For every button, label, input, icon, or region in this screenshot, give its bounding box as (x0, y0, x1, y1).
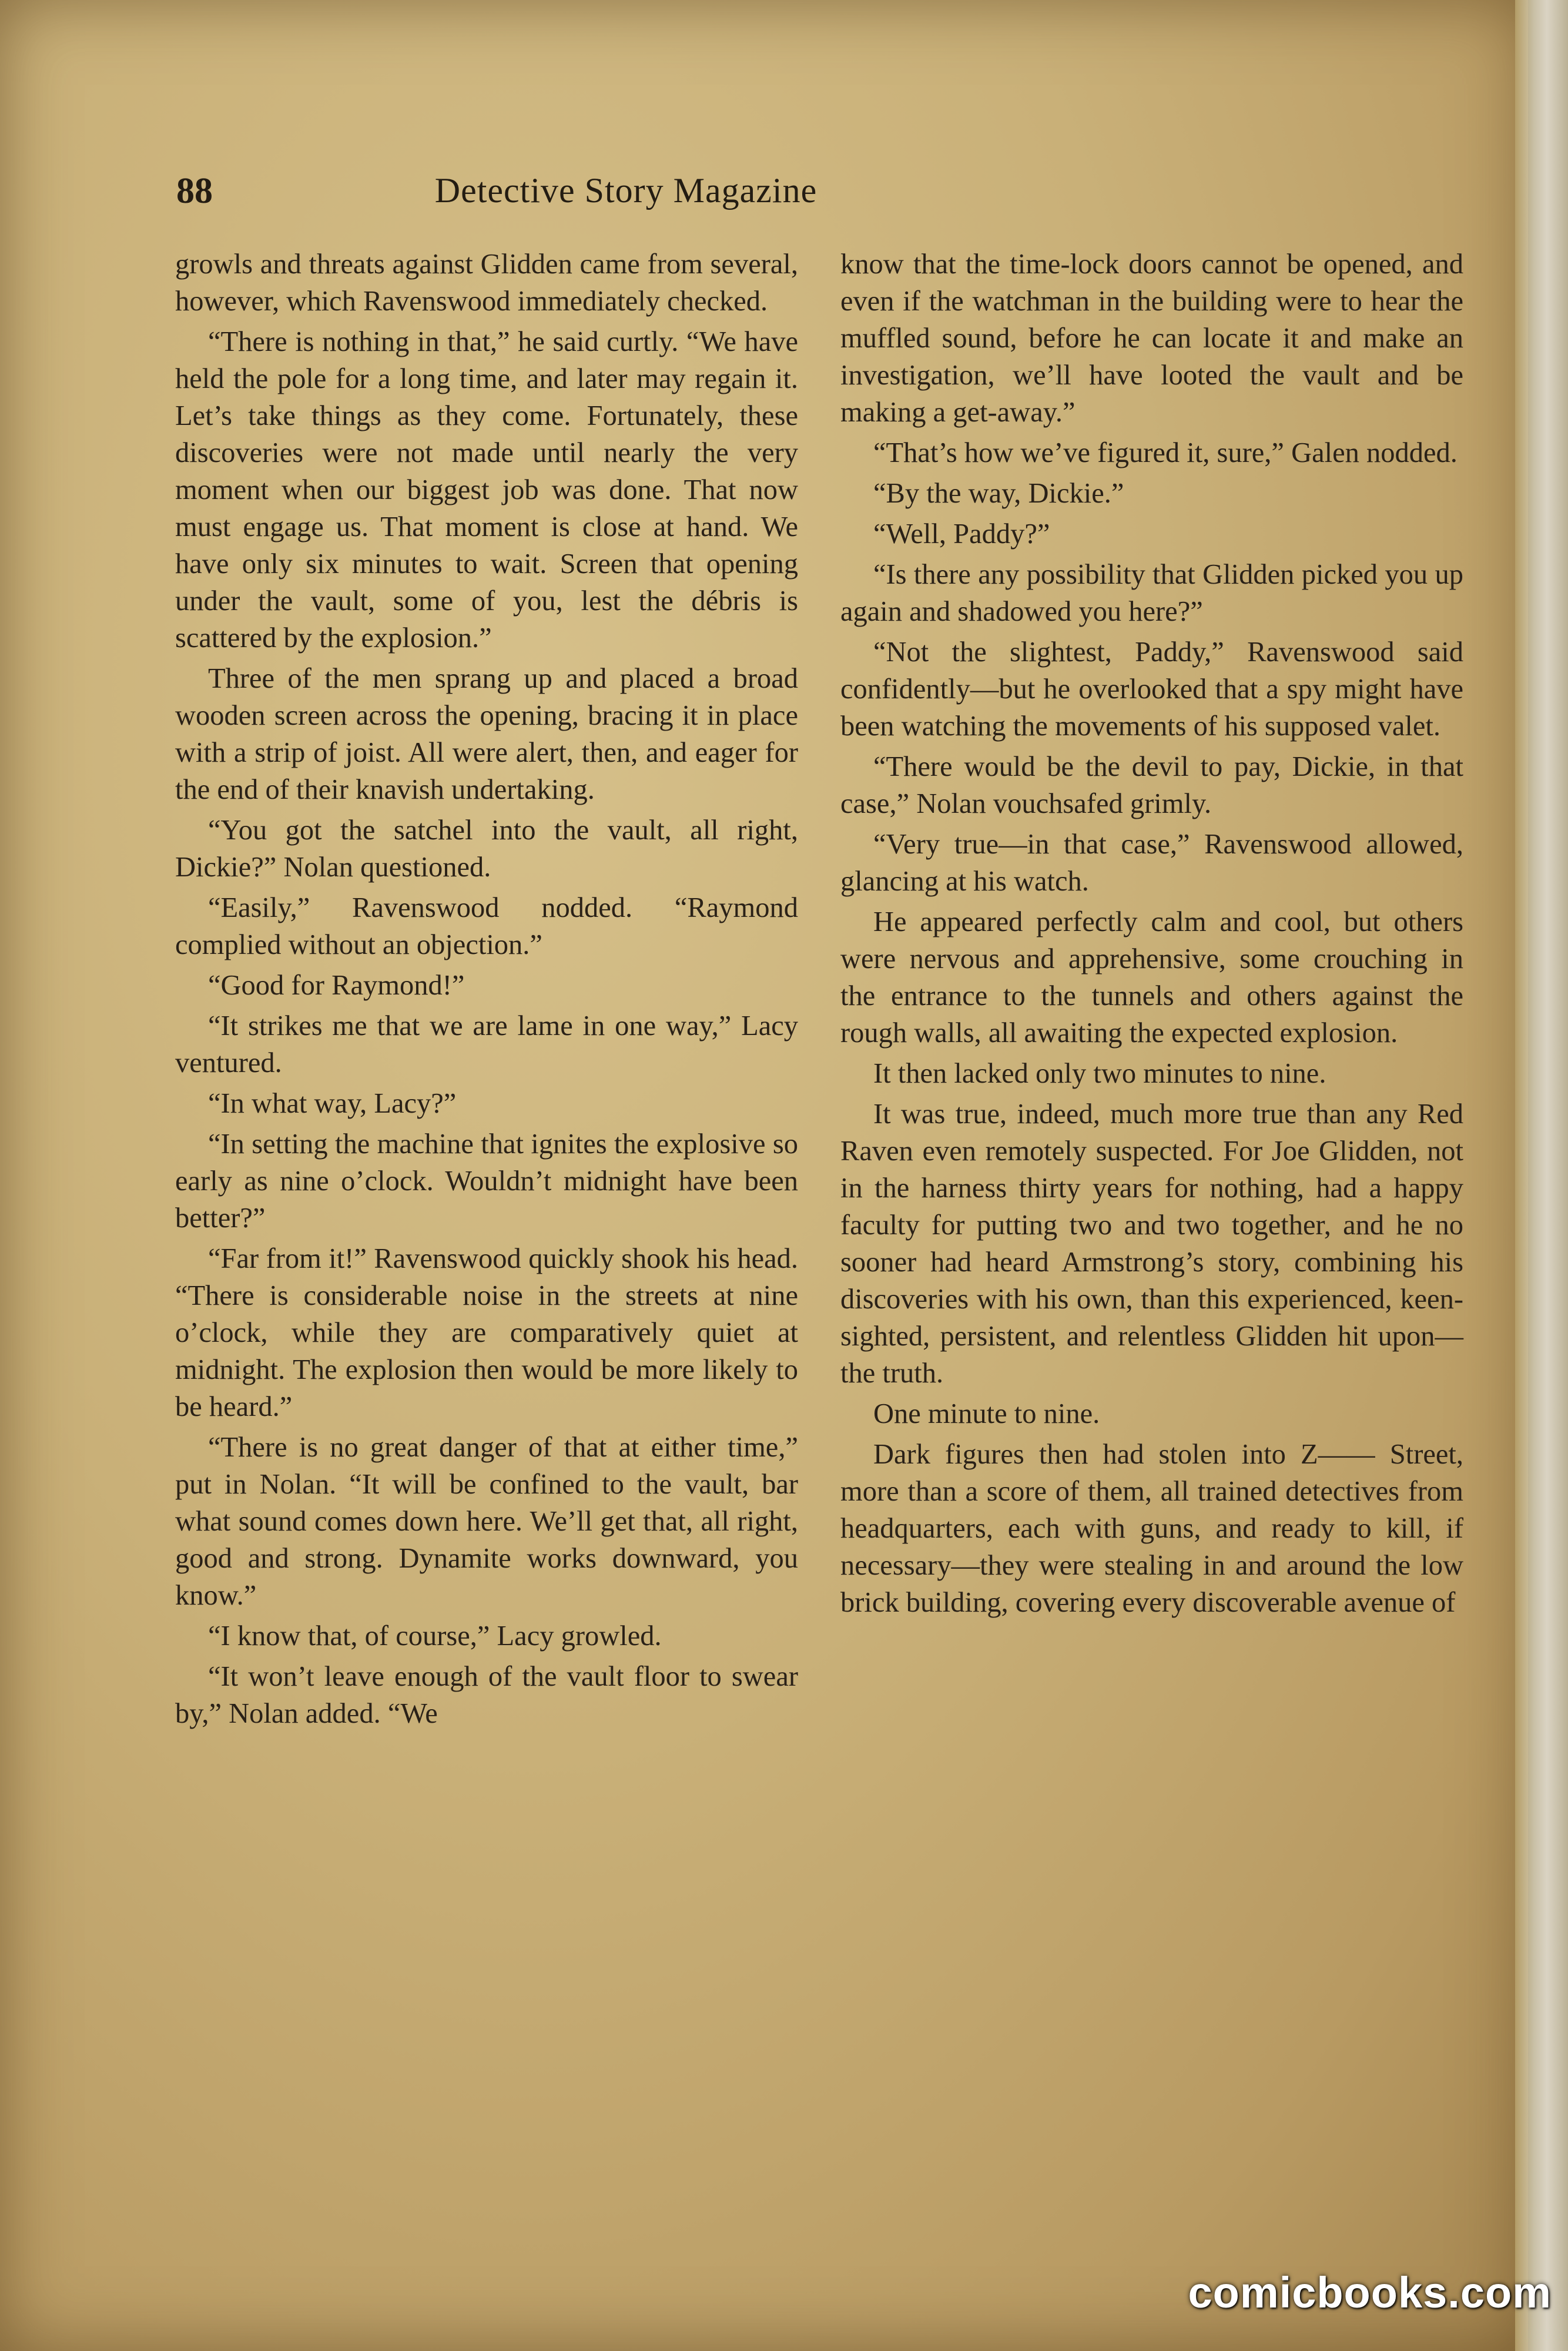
paragraph: “There is nothing in that,” he said curtly. “We have held the pole for a long time, and later may regain it. Let’s take things as they come. Fortunately, these discoveries were not made until nearly the very moment when our biggest job was done. That now must engage us. That moment is close at hand. We have only six minutes to wait. Screen that opening under the vault, some of you, lest the débris is scattered by the explosion.” (175, 326, 798, 654)
right-column (840, 246, 1463, 1625)
paragraph: “Easily,” Ravenswood nodded. “Raymond complied without an objection.” (175, 892, 798, 960)
paragraph: growls and threats against Glidden came from several, however, which Ravenswood immediately checked. (175, 249, 798, 317)
paragraph: “Well, Paddy?” (873, 518, 1050, 550)
running-header (176, 170, 1076, 223)
paragraph: One minute to nine. (873, 1398, 1100, 1429)
paragraph: Three of the men sprang up and placed a broad wooden screen across the opening, bracing it in place with a strip of joist. All were alert, then, and eager for the end of their knavish undertaking. (175, 663, 798, 805)
paragraph: “Good for Raymond!” (208, 970, 465, 1001)
paragraph: “By the way, Dickie.” (873, 478, 1124, 509)
site-watermark: comicbooks.com (1188, 2268, 1552, 2317)
paragraph: “You got the satchel into the vault, all right, Dickie?” Nolan questioned. (175, 815, 798, 883)
paragraph: “Very true—in that case,” Ravenswood allowed, glancing at his watch. (840, 829, 1463, 897)
paragraph: “I know that, of course,” Lacy growled. (208, 1620, 662, 1652)
paragraph: “Is there any possibility that Glidden picked you up again and shadowed you here?” (840, 559, 1463, 627)
paragraph: “It strikes me that we are lame in one way,” Lacy ventured. (175, 1010, 798, 1079)
paragraph: It then lacked only two minutes to nine. (873, 1058, 1326, 1089)
left-column (175, 246, 798, 1736)
paragraph: It was true, indeed, much more true than any Red Raven even remotely suspected. For Joe Glidden, not in the harness thirty years for nothing, had a happy faculty for putting two and two together, and he no sooner had heard Armstrong’s story, combining his discoveries with his own, than this experienced, keen-sighted, persistent, and relentless Glidden hit upon—the truth. (840, 1099, 1463, 1389)
paragraph: “There is no great danger of that at either time,” put in Nolan. “It will be confined to the vault, bar what sound comes down here. We’ll get that, all right, good and strong. Dynamite works downward, you know.” (175, 1432, 798, 1611)
page-number: 88 (176, 171, 213, 211)
paragraph: “Far from it!” Ravenswood quickly shook his head. “There is considerable noise in the streets at nine o’clock, while they are comparatively quiet at midnight. The explosion then would be more likely to be heard.” (175, 1243, 798, 1422)
page-edge (1515, 0, 1568, 2351)
paragraph: He appeared perfectly calm and cool, but others were nervous and apprehensive, some crouching in the entrance to the tunnels and others against the rough walls, all awaiting the expected explosion. (840, 906, 1463, 1049)
running-title: Detective Story Magazine (434, 171, 817, 210)
paragraph: “That’s how we’ve figured it, sure,” Galen nodded. (873, 437, 1458, 468)
paragraph: “There would be the devil to pay, Dickie, in that case,” Nolan vouchsafed grimly. (840, 751, 1463, 819)
paragraph: “In what way, Lacy?” (208, 1088, 457, 1119)
paragraph: “It won’t leave enough of the vault floor to swear by,” Nolan added. “We (175, 1661, 798, 1729)
paragraph: Dark figures then had stolen into Z—— Street, more than a score of them, all trained detectives from headquarters, each with guns, and ready to kill, if necessary—they were stealing in and around the low brick building, covering every discoverable avenue of (840, 1439, 1463, 1618)
paragraph: know that the time-lock doors cannot be opened, and even if the watchman in the building were to hear the muffled sound, before he can locate it and make an investigation, we’ll have looted the vault and be making a get-away.” (840, 249, 1463, 428)
paragraph: “In setting the machine that ignites the explosive so early as nine o’clock. Wouldn’t midnight have been better?” (175, 1128, 798, 1234)
paragraph: “Not the slightest, Paddy,” Ravenswood said confidently—but he overlooked that a spy might have been watching the movements of his supposed valet. (840, 637, 1463, 742)
